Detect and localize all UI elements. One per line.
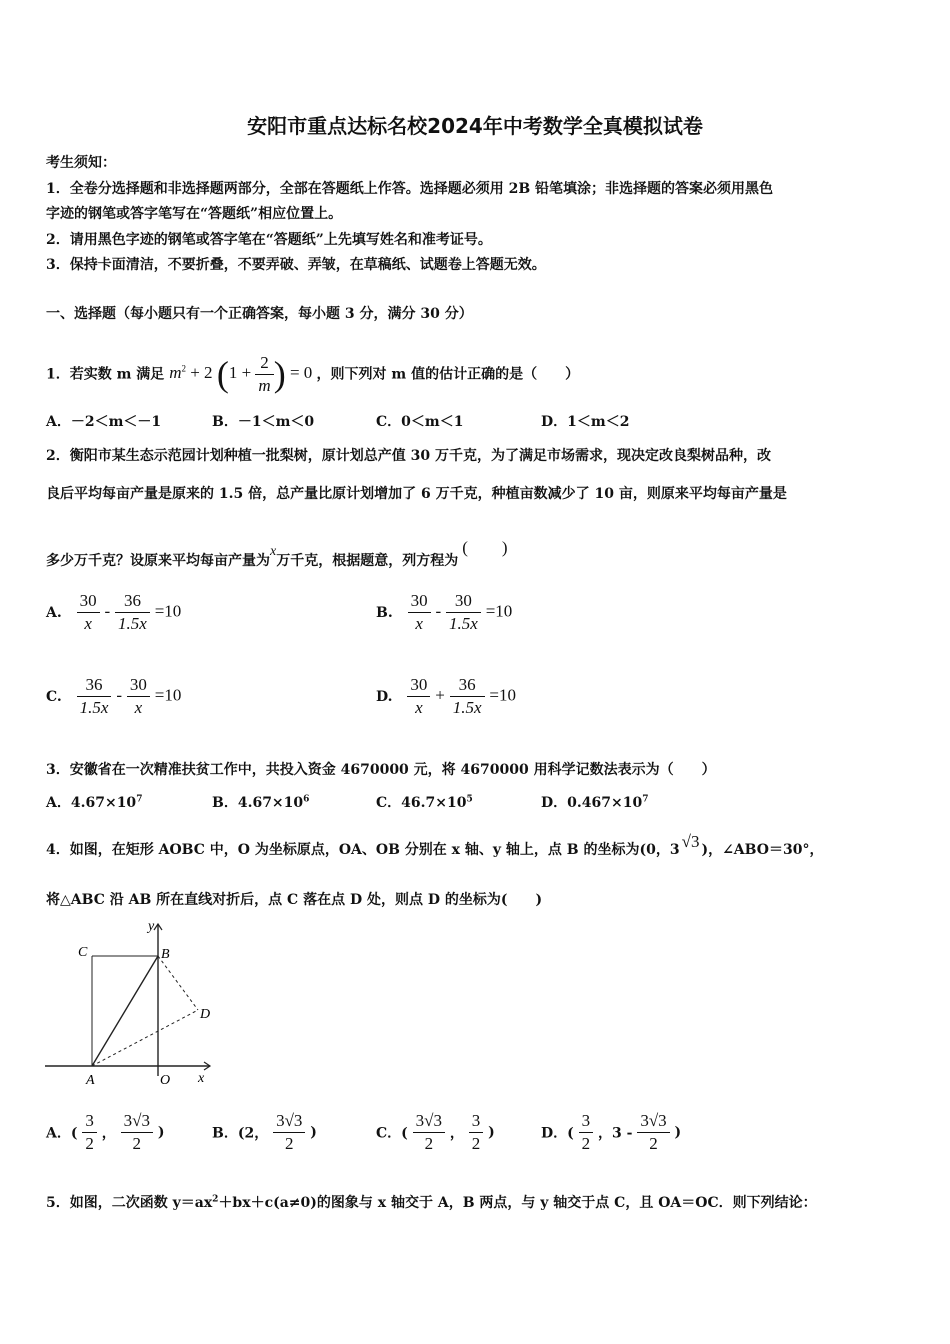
q5-stem [46,1192,817,1212]
q2-c-den2: x [134,698,143,717]
q4-option-b [212,1110,317,1155]
q2-a-op: - [104,601,111,621]
q4-d-num1: 3 [579,1110,594,1133]
q4-a-close: ) [157,1124,165,1141]
q2-d-num1: 30 [407,674,430,697]
q3-option-d [541,792,648,812]
q2-a-eq: =10 [154,601,182,621]
q2-c-num2: 30 [127,674,150,697]
q2-c-eq: =10 [154,685,182,705]
q2-d-den2: 1.5x [452,698,482,717]
q3-b-exp: 6 [303,794,310,805]
q3-d-text: D．0.467×10 [541,795,643,811]
q4-a-den1: 2 [85,1134,94,1153]
q2-paren: ( ) [462,538,508,557]
q1-pre: 1．若实数 m 满足 [46,366,165,383]
q4-a-num1: 3 [82,1110,97,1133]
q1-eq-den: m [258,376,271,395]
q4-c-den2: 2 [471,1134,481,1153]
notice-heading: 考生须知： [46,155,116,171]
q4-d-den1: 2 [581,1134,591,1153]
q1-eq-one: 1 + [228,363,252,383]
q4-line-1 [46,832,824,859]
q4-option-c [376,1110,495,1155]
q2-b-num2: 30 [446,590,481,613]
q1-option-a: A．－2＜m＜－1 [46,414,162,430]
q4-d-den2: 2 [649,1134,658,1153]
q1-eq-frac [255,352,273,397]
q2-b-den2: 1.5x [449,614,478,633]
q3-option-b [212,792,309,812]
q4-b-den: 2 [285,1134,294,1153]
q4-a-comma: ， [101,1125,116,1142]
q3-d-exp: 7 [642,794,649,805]
q2-b-num1: 30 [408,590,431,613]
notice-line-3: 3．保持卡面清洁，不要折叠，不要弄破、弄皱，在草稿纸、试题卷上答题无效。 [46,257,546,273]
q4-line-1b: )，∠ABO＝30°， [701,842,824,858]
q2-line-3a: 多少万千克？设原来平均每亩产量为 [46,553,270,569]
q4-c-num1: 3√3 [413,1110,445,1133]
q2-b-label: B. [376,604,393,621]
notice-line-1a: 1．全卷分选择题和非选择题两部分，全部在答题纸上作答。选择题必须用 2B 铅笔填涂；非选择题的答案必须用黑色 [46,181,774,197]
q2-line-3 [46,538,508,570]
q4-line-1a: 4．如图，在矩形 AOBC 中，O 为坐标原点，OA、OB 分别在 x 轴、y 轴上，点 B 的坐标为(0，3 [46,842,680,858]
q2-variable-x: x [270,544,277,559]
label-b: B [161,947,170,962]
q4-c-comma: ， [449,1125,464,1142]
q1-eq-m: m [169,363,182,383]
label-d: D [200,1007,211,1022]
q2-a-num2: 36 [115,590,150,613]
q4-b-close: ) [310,1124,317,1141]
q2-a-num1: 30 [77,590,100,613]
q1-eq-zero: = 0 [289,363,313,383]
q3-c-text: C．46.7×10 [376,795,467,811]
q3-option-a [46,792,142,812]
q2-b-op: - [435,601,442,621]
q3-a-exp: 7 [136,794,143,805]
q1-post: ，则下列对 m 值的估计正确的是（ ） [316,366,580,383]
q5-pre: 5．如图，二次函数 y＝ax [46,1195,213,1211]
notice-line-2: 2．请用黑色字迹的钢笔或答字笔在“答题纸”上先填写姓名和准考证号。 [46,232,492,248]
q4-c-label: C．( [376,1125,408,1142]
q2-line-2: 良后平均每亩产量是原来的 1.5 倍，总产量比原计划增加了 6 万千克，种植亩数减少了 10 亩，则原来平均每亩产量是 [46,486,787,502]
q4-a-den2: 2 [132,1134,142,1153]
q2-d-eq: =10 [489,685,516,705]
q1-option-c: C．0＜m＜1 [376,414,464,430]
q1-option-b: B．－1＜m＜0 [212,414,315,430]
q4-c-den1: 2 [424,1134,434,1153]
q2-d-num2: 36 [450,674,485,697]
q2-a-den2: 1.5x [118,614,147,633]
q5-post: ＋bx＋c(a≠0)的图象与 x 轴交于 A，B 两点，与 y 轴交于点 C，且 OA＝OC．则下列结论： [218,1195,817,1211]
q4-b-num: 3√3 [273,1110,305,1133]
q1-eq-num: 2 [255,352,273,375]
q1-option-d: D．1＜m＜2 [541,414,630,430]
q3-option-c [376,792,473,812]
q2-b-eq: =10 [485,601,513,621]
label-a: A [86,1073,95,1088]
q4-b-label: B．(2， [212,1125,269,1142]
q4-figure [40,918,220,1090]
q2-option-b [376,590,512,635]
q2-d-den1: x [415,698,423,717]
label-y: y [148,919,155,934]
segment-ab [92,956,158,1066]
q2-option-c [46,674,181,719]
segment-bd [158,956,198,1010]
q2-d-op: + [435,685,445,705]
q4-line-2: 将△ABC 沿 AB 所在直线对折后，点 C 落在点 D 处，则点 D 的坐标为( ) [46,892,543,908]
q2-option-a [46,590,181,635]
q3-stem: 3．安徽省在一次精准扶贫工作中，共投入资金 4670000 元，将 4670000 用科学记数法表示为（ ） [46,762,716,778]
q4-c-num2: 3 [469,1110,484,1133]
q4-c-close: ) [488,1124,495,1141]
q3-a-text: A．4.67×10 [46,795,137,811]
q2-d-label: D. [376,688,393,705]
q4-d-label: D．( [541,1125,574,1142]
q1-eq-sq: 2 [181,363,186,374]
q2-c-den1: 1.5x [79,698,109,717]
q2-b-den1: x [415,614,423,633]
q2-option-d [376,674,516,719]
q3-b-text: B．4.67×10 [212,795,304,811]
q5-sq: 2 [212,1194,219,1205]
q4-option-a [46,1110,164,1155]
section-heading: 一、选择题（每小题只有一个正确答案，每小题 3 分，满分 30 分） [46,306,473,322]
label-x: x [198,1071,205,1086]
q2-line-3b: 万千克，根据题意，列方程为 [276,553,459,569]
q4-a-num2: 3√3 [121,1110,153,1133]
q2-c-label: C. [46,688,62,705]
label-o: O [160,1073,171,1088]
segment-ad [92,1010,198,1066]
label-c: C [78,945,88,960]
q2-a-den1: x [84,614,92,633]
q4-d-close: ) [674,1124,682,1141]
q4-option-d [541,1110,681,1155]
q2-line-1: 2．衡阳市某生态示范园计划种植一批梨树，原计划总产值 30 万千克，为了满足市场需求，现决定改良梨树品种，改 [46,448,771,464]
q2-c-op: - [116,685,122,705]
q2-a-label: A. [46,604,62,621]
q4-d-num2: 3√3 [637,1110,669,1133]
q4-sqrt: √3 [681,832,700,851]
q4-d-mid: ，3 - [598,1125,633,1142]
q3-c-exp: 5 [466,794,473,805]
page-title: 安阳市重点达标名校2024年中考数学全真模拟试卷 [247,114,703,138]
q4-a-label: A．( [46,1125,78,1142]
notice-line-1b: 字迹的钢笔或答字笔写在“答题纸”相应位置上。 [46,206,343,222]
q2-c-num1: 36 [77,674,112,697]
q1-stem [46,352,579,397]
q1-equation: $m^2 + 2$ (1 + $\frac{2}{m}$ ) = 0 [169,353,313,395]
q1-eq-plus2: + 2 [190,363,213,383]
